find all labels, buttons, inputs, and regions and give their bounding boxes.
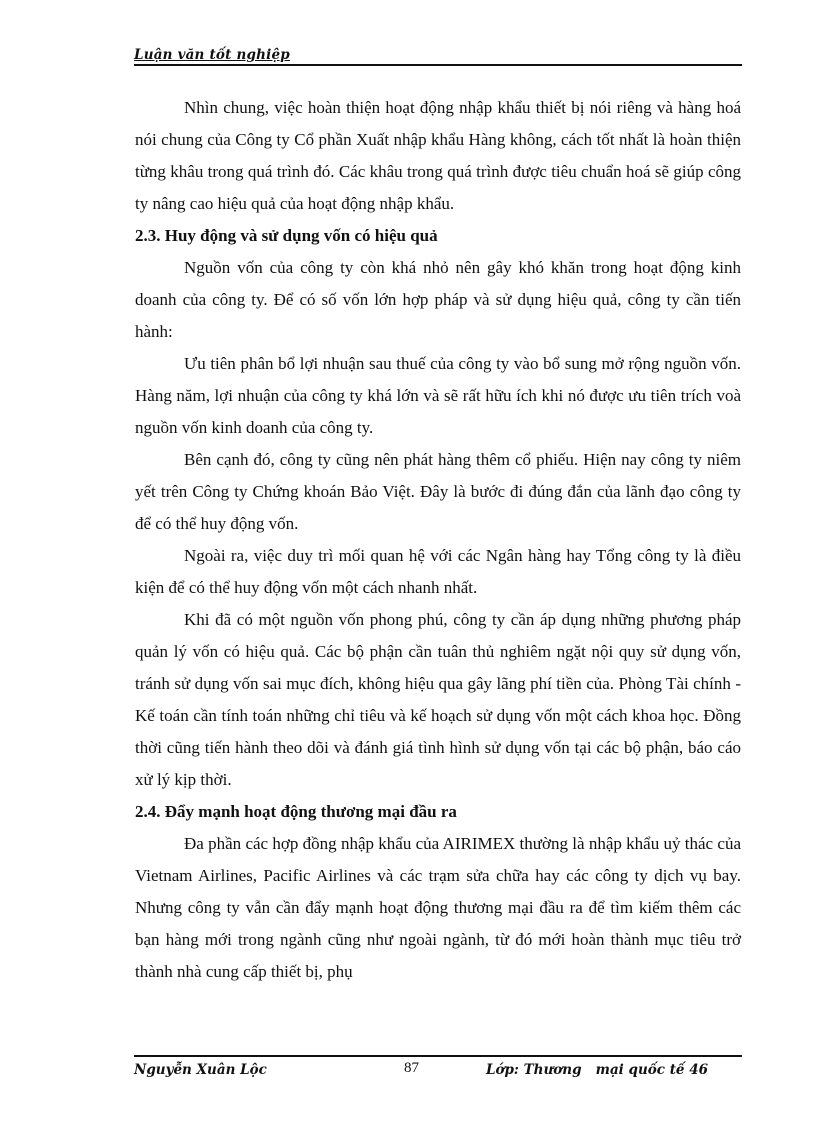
- paragraph-capital-intro: Nguồn vốn của công ty còn khá nhỏ nên gây khó khăn trong hoạt động kinh doanh của công ty. Để có số vốn lớn hợp pháp và sử dụng hiệu quả, công ty cần tiến hành:: [135, 258, 741, 341]
- footer-class-label: Lớp: Thương mại quốc tế 46: [486, 1062, 709, 1078]
- paragraph-bank-relations: Ngoài ra, việc duy trì mối quan hệ với các Ngân hàng hay Tổng công ty là điều kiện để có thể huy động vốn một cách nhanh nhất.: [135, 546, 741, 597]
- section-heading-2-4: 2.4. Đẩy mạnh hoạt động thương mại đầu ra: [135, 802, 457, 821]
- page-footer: [134, 1052, 742, 1082]
- paragraph-trade-output: Đa phần các hợp đồng nhập khẩu của AIRIMEX thường là nhập khẩu uỷ thác của Vietnam Airlines, Pacific Airlines và các trạm sửa chữa hay các công ty dịch vụ bay. Nhưng công ty vẫn cần đẩy mạnh hoạt động thương mại đầu ra để tìm kiếm thêm các bạn hàng mới trong ngành cũng như ngoài ngành, từ đó mới hoàn thành mục tiêu trở thành nhà cung cấp thiết bị, phụ: [135, 834, 741, 981]
- footer-rule: [134, 1055, 742, 1057]
- paragraph-share-issuance: Bên cạnh đó, công ty cũng nên phát hàng thêm cổ phiếu. Hiện nay công ty niêm yết trên Công ty Chứng khoán Bảo Việt. Đây là bước đi đúng đắn của lãnh đạo công ty để có thể huy động vốn.: [135, 450, 741, 533]
- page-header: [134, 46, 742, 68]
- section-heading-2-3: 2.3. Huy động và sử dụng vốn có hiệu quả: [135, 226, 438, 245]
- document-body: [135, 92, 741, 988]
- footer-author: Nguyễn Xuân Lộc: [134, 1062, 267, 1078]
- header-rule: [134, 64, 742, 66]
- paragraph-summary: Nhìn chung, việc hoàn thiện hoạt động nhập khẩu thiết bị nói riêng và hàng hoá nói chung của Công ty Cổ phần Xuất nhập khẩu Hàng không, cách tốt nhất là hoàn thiện từng khâu trong quá trình đó. Các khâu trong quá trình được tiêu chuẩn hoá sẽ giúp công ty nâng cao hiệu quả của hoạt động nhập khẩu.: [135, 98, 741, 213]
- page-number: 87: [404, 1060, 419, 1076]
- header-title: Luận văn tốt nghiệp: [134, 47, 290, 63]
- paragraph-capital-management: Khi đã có một nguồn vốn phong phú, công ty cần áp dụng những phương pháp quản lý vốn có hiệu quả. Các bộ phận cần tuân thủ nghiêm ngặt nội quy sử dụng vốn, tránh sử dụng vốn sai mục đích, không hiệu qua gây lãng phí tiền của. Phòng Tài chính - Kế toán cần tính toán những chỉ tiêu và kế hoạch sử dụng vốn một cách khoa học. Đồng thời cũng tiến hành theo dõi và đánh giá tình hình sử dụng vốn tại các bộ phận, báo cáo xử lý kịp thời.: [135, 610, 741, 789]
- paragraph-profit-allocation: Ưu tiên phân bổ lợi nhuận sau thuế của công ty vào bổ sung mở rộng nguồn vốn. Hàng năm, lợi nhuận của công ty khá lớn và sẽ rất hữu ích khi nó được ưu tiên trích voà nguồn vốn kinh doanh của công ty.: [135, 354, 741, 437]
